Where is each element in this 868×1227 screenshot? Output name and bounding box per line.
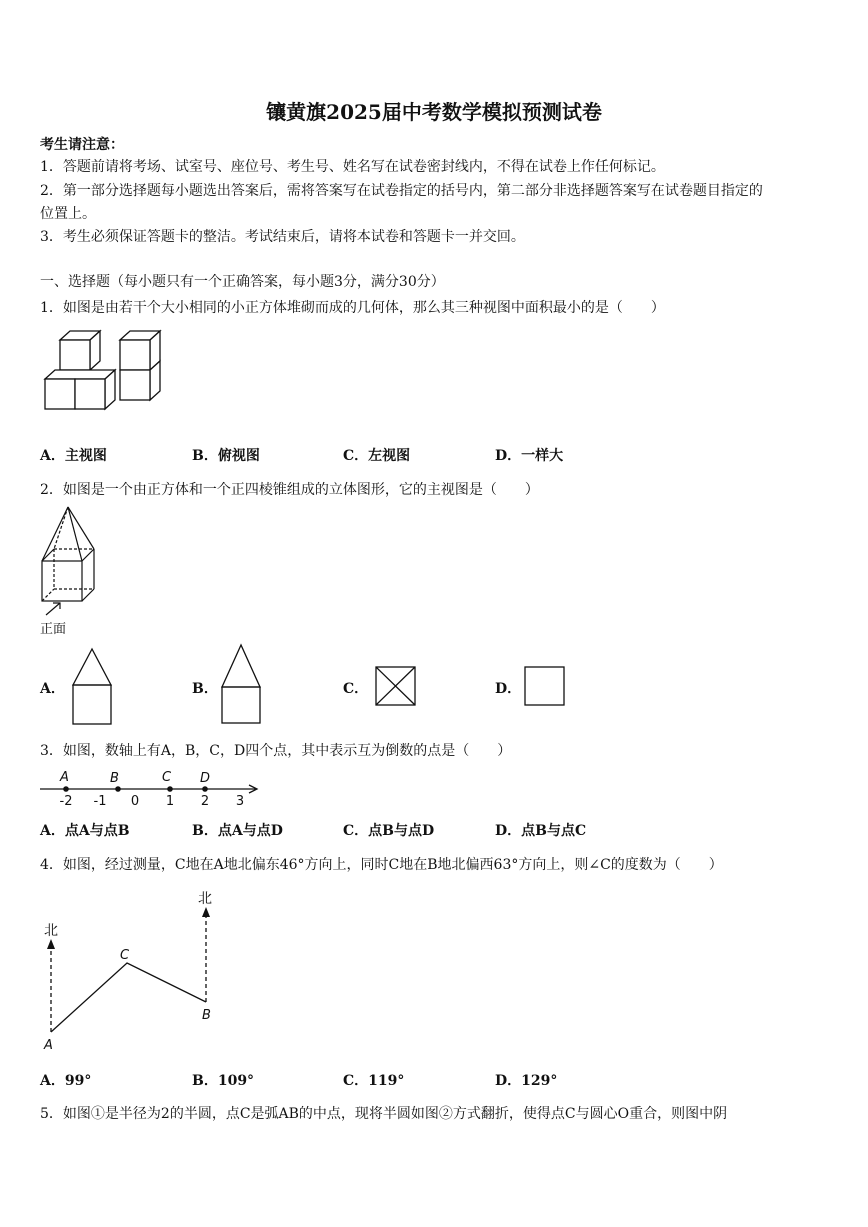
question-1-stem: 1．如图是由若干个大小相同的小正方体堆砌而成的几何体，那么其三种视图中面积最小的是（ ）	[40, 300, 665, 316]
notice-item-1: 1．答题前请将考场、试室号、座位号、考生号、姓名写在试卷密封线内，不得在试卷上作任何标记。	[40, 159, 665, 175]
tick-label: 0	[130, 794, 140, 809]
q2-option-c: C．	[343, 681, 369, 697]
tick-label: 2	[200, 794, 210, 809]
tick-label: -2	[59, 794, 73, 809]
q2-option-d: D．	[495, 681, 522, 697]
point-a-label: A	[44, 1038, 53, 1053]
point-d-label: D	[200, 771, 211, 786]
notice-heading: 考生请注意：	[40, 137, 124, 153]
question-4-figure	[38, 885, 228, 1055]
notice-item-2: 2．第一部分选择题每小题选出答案后，需将答案写在试卷指定的括号内，第二部分非选择题答案写在试卷题目指定的	[40, 183, 763, 199]
q3-option-d: D．点B与点C	[495, 823, 587, 839]
point-c-label: C	[120, 948, 130, 963]
point-c-label: C	[162, 770, 172, 785]
q1-option-c: C．左视图	[343, 448, 411, 464]
tick-label: 1	[165, 794, 175, 809]
page-title: 镶黄旗2025届中考数学模拟预测试卷	[266, 100, 602, 124]
q4-option-b: B．109°	[192, 1073, 255, 1089]
q1-option-b: B．俯视图	[192, 448, 260, 464]
q3-option-a: A．点A与点B	[40, 823, 130, 839]
point-a-label: A	[60, 770, 69, 785]
q3-option-b: B．点A与点D	[192, 823, 283, 839]
north-label-a: 北	[44, 923, 58, 939]
tick-label: 3	[235, 794, 245, 809]
q2-option-b-figure	[219, 641, 265, 725]
question-2-figure-label: 正面	[40, 622, 67, 637]
question-5-stem: 5．如图①是半径为2的半圆，点C是弧AB的中点，现将半圆如图②方式翻折，使得点C与圆心O重合，则图中阴	[40, 1106, 728, 1122]
tick-label: -1	[93, 794, 107, 809]
question-2-stem: 2．如图是一个由正方体和一个正四棱锥组成的立体图形，它的主视图是（ ）	[40, 482, 539, 498]
north-label-b: 北	[198, 891, 212, 907]
q4-option-a: A．99°	[40, 1073, 92, 1089]
question-3-number-line	[38, 766, 264, 808]
q2-option-a-figure	[70, 645, 116, 727]
q2-option-a: A．	[40, 681, 65, 697]
q4-option-c: C．119°	[343, 1073, 405, 1089]
point-b-label: B	[202, 1008, 211, 1023]
question-3-stem: 3．如图，数轴上有A，B，C，D四个点，其中表示互为倒数的点是（ ）	[40, 743, 512, 759]
notice-item-3: 3．考生必须保证答题卡的整洁。考试结束后，请将本试卷和答题卡一并交回。	[40, 229, 525, 245]
question-4-stem: 4．如图，经过测量，C地在A地北偏东46°方向上，同时C地在B地北偏西63°方向上，则∠C的度数为（ ）	[40, 857, 723, 873]
q2-option-c-figure	[374, 665, 418, 707]
q4-option-d: D．129°	[495, 1073, 558, 1089]
q3-option-c: C．点B与点D	[343, 823, 435, 839]
section-heading: 一、选择题（每小题只有一个正确答案，每小题3分，满分30分）	[40, 274, 445, 290]
q1-option-a: A．主视图	[40, 448, 107, 464]
q1-option-d: D．一样大	[495, 448, 564, 464]
point-b-label: B	[110, 771, 119, 786]
notice-item-2-cont: 位置上。	[40, 206, 96, 222]
question-1-figure	[40, 328, 170, 424]
question-2-figure	[38, 503, 102, 631]
q2-option-b: B．	[192, 681, 218, 697]
q2-option-d-figure	[523, 665, 567, 707]
